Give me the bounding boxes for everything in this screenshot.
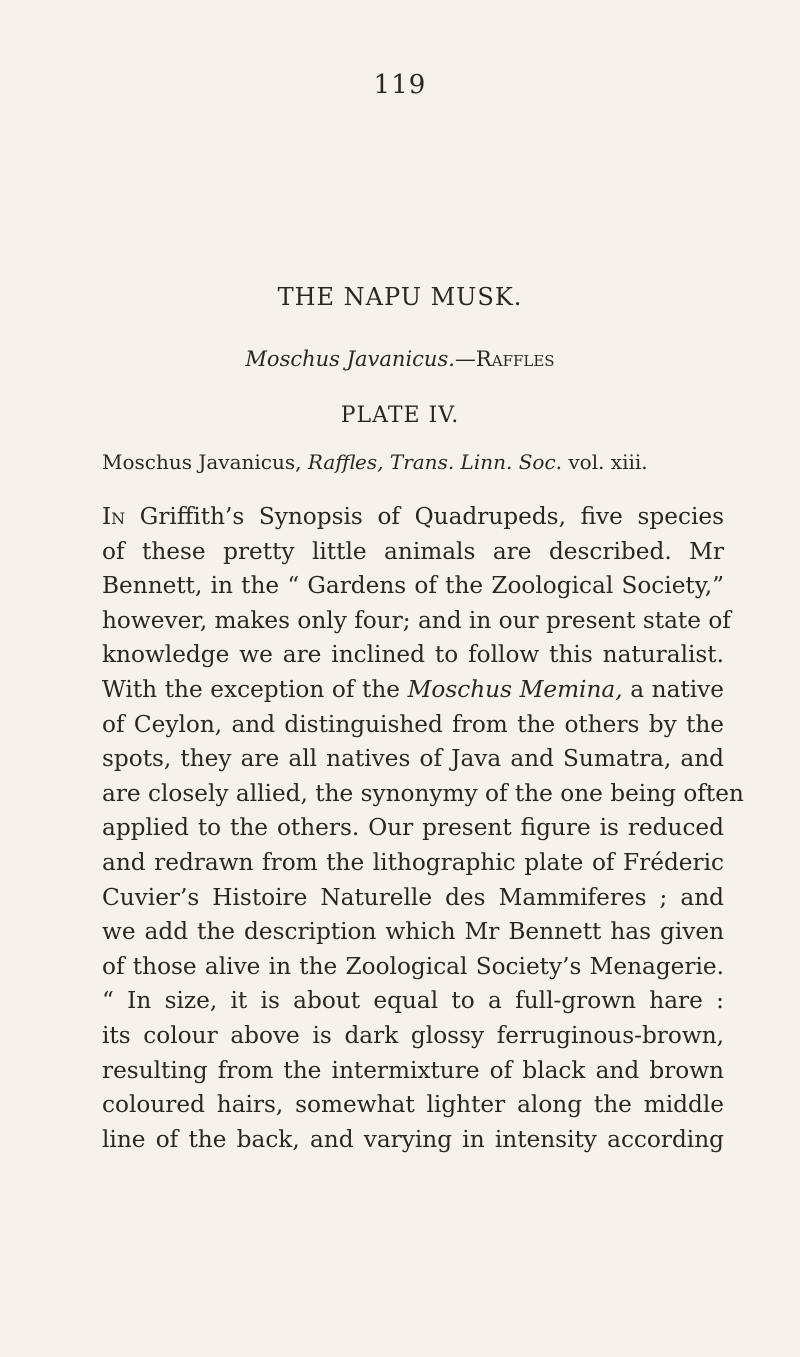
- species-subtitle: [0, 347, 800, 371]
- text-line: however, makes only four; and in our present state of: [102, 606, 731, 634]
- citation-author: Raffles,: [307, 450, 384, 474]
- text-line: “ In size, it is about equal to a full-grown hare :: [102, 987, 724, 1015]
- text-line: of those alive in the Zoological Society’s Menagerie.: [102, 952, 724, 980]
- text-line: Bennett, in the “ Gardens of the Zoological Society,”: [102, 572, 724, 600]
- text-line: of Ceylon, and distinguished from the others by the: [102, 710, 724, 738]
- text-line: In Griffith’s Synopsis of Quadrupeds, five species: [102, 503, 724, 530]
- inline-species: Moschus Memina,: [407, 675, 623, 703]
- text-line: line of the back, and varying in intensity according: [102, 1125, 724, 1153]
- text-line: we add the description which Mr Bennett has given: [102, 918, 724, 946]
- drop-word: In: [102, 503, 126, 530]
- text-line: of these pretty little animals are described. Mr: [102, 537, 724, 565]
- text-line: coloured hairs, somewhat lighter along the middle: [102, 1091, 724, 1119]
- text-line: and redrawn from the lithographic plate of Fréderic: [102, 848, 724, 876]
- text-line: applied to the others. Our present figure is reduced: [102, 814, 724, 842]
- body-paragraph: [102, 500, 744, 1157]
- citation-line: [102, 450, 722, 474]
- text-line: resulting from the intermixture of black and brown: [102, 1056, 724, 1084]
- text-line: spots, they are all natives of Java and Sumatra, and: [102, 745, 724, 773]
- text-line: Cuvier’s Histoire Naturelle des Mammiferes ; and: [102, 883, 724, 911]
- text-line: knowledge we are inclined to follow this naturalist.: [102, 641, 724, 669]
- chapter-title: THE NAPU MUSK.: [277, 283, 523, 311]
- text-line: With the exception of the Moschus Memina, a native: [102, 675, 724, 703]
- citation-volume: vol. xiii.: [568, 450, 648, 474]
- text-line: are closely allied, the synonymy of the one being often: [102, 779, 744, 807]
- plate-label: PLATE IV.: [340, 403, 460, 428]
- citation-name: Moschus Javanicus,: [102, 450, 302, 474]
- page-number: 119: [373, 70, 427, 100]
- text-line: its colour above is dark glossy ferruginous-brown,: [102, 1021, 724, 1049]
- citation-journal: Trans. Linn. Soc.: [389, 450, 562, 474]
- subtitle-dash: —: [454, 347, 476, 371]
- species-author: Raffles: [475, 347, 555, 371]
- species-name: Moschus Javanicus.: [245, 347, 455, 371]
